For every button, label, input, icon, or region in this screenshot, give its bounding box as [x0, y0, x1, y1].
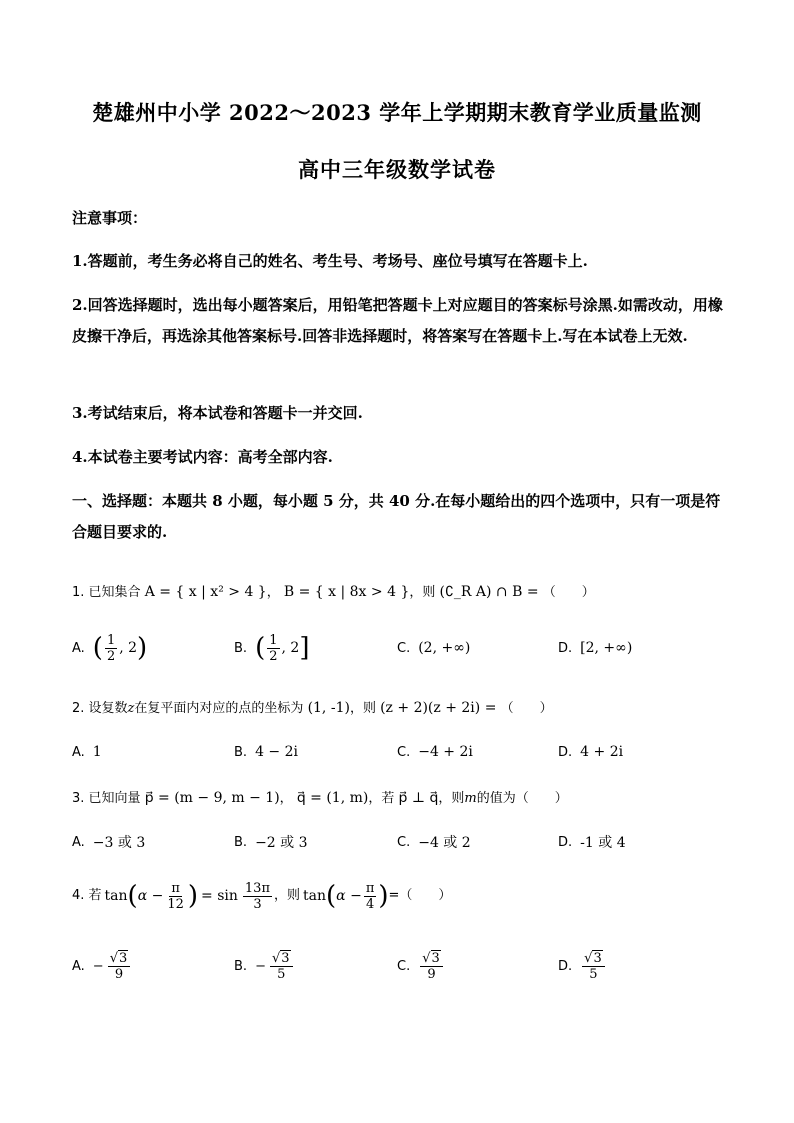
q2-option-d-label: D.	[558, 744, 573, 760]
q4-rhs-fraction	[243, 881, 272, 912]
q1-prefix: 1. 已知集合	[72, 585, 141, 600]
q4-option-b-label: B.	[234, 958, 248, 974]
q4-option-d-label: D.	[558, 958, 573, 974]
q3-a-text: −3 或 3	[92, 835, 146, 851]
q1-a-fraction	[105, 633, 117, 664]
q1-c-text: (2, +∞)	[418, 640, 471, 656]
q4-d-num: 3	[593, 951, 602, 966]
question-2	[72, 698, 732, 719]
q2-mid: 在复平面内对应的点的坐标为	[134, 701, 304, 716]
q4-lhs-fn: tan	[104, 888, 128, 904]
q1-b-close: ]	[299, 633, 310, 663]
q3-vector-q: q⃗ = (1, m)	[296, 790, 369, 806]
q4-ask: ，则	[274, 888, 301, 903]
q3-option-a-label: A.	[72, 834, 85, 850]
q3-sep: ，	[279, 791, 293, 806]
q1-b-open: (	[255, 633, 266, 663]
q1-sep: ，	[266, 585, 280, 600]
q4-q-var: α −	[336, 888, 362, 904]
q2-option-a[interactable]	[72, 732, 102, 772]
q3-vector-p: p⃗ = (m − 9, m − 1)	[144, 790, 280, 806]
q3-options	[72, 822, 732, 862]
q4-q-den: 4	[365, 896, 375, 912]
q3-b-text: −2 或 3	[255, 835, 308, 851]
q3-d-text: -1 或 4	[580, 835, 626, 851]
q4-b-sign: −	[255, 958, 266, 974]
q1-option-c[interactable]	[397, 628, 470, 668]
q1-option-d-label: D.	[558, 640, 573, 656]
q4-option-a[interactable]	[72, 946, 132, 986]
q1-option-a[interactable]	[72, 628, 147, 668]
q2-option-c-label: C.	[397, 744, 411, 760]
q2-var: z	[127, 701, 135, 716]
q4-b-num: 3	[281, 951, 290, 966]
q3-tail: 的值为（ ）	[476, 791, 568, 806]
q4-q-open-paren: (	[326, 881, 337, 911]
q2-option-d[interactable]	[558, 732, 623, 772]
section-heading-choice: 一、选择题：本题共 8 小题，每小题 5 分，共 40 分.在每小题给出的四个选项中，只有一项是符合题目要求的.	[72, 492, 721, 541]
q3-perp: p⃗ ⊥ q⃗	[398, 790, 439, 806]
q1-option-c-label: C.	[397, 640, 411, 656]
q1-b-fraction	[267, 633, 279, 664]
q1-option-b-label: B.	[234, 640, 248, 656]
q1-option-d[interactable]	[558, 628, 632, 668]
q1-a-close: )	[137, 633, 148, 663]
q4-rhs-num: 13π	[244, 880, 270, 896]
q2-option-c[interactable]	[397, 732, 473, 772]
q4-tail: =（ ）	[388, 888, 452, 903]
q4-q-close-paren: )	[378, 881, 389, 911]
q3-option-d-label: D.	[558, 834, 573, 850]
q1-set-b: B = { x | 8x > 4 }	[283, 584, 410, 600]
q2-c-text: −4 + 2i	[418, 744, 473, 760]
q1-a-open: (	[92, 633, 103, 663]
q4-lhs-fraction	[165, 881, 186, 912]
q4-option-b[interactable]	[234, 946, 295, 986]
q4-lhs-den: 12	[167, 896, 184, 912]
q4-lhs-close-paren: )	[187, 881, 199, 911]
q1-option-a-label: A.	[72, 640, 85, 656]
q4-option-c[interactable]	[397, 946, 445, 986]
q4-lhs-num: π	[171, 880, 180, 896]
q1-a-den: 2	[106, 648, 116, 664]
q3-prefix: 3. 已知向量	[72, 791, 141, 806]
q3-option-a[interactable]	[72, 822, 145, 862]
q4-eq: = sin	[201, 888, 238, 904]
q3-ask: ，则	[438, 791, 465, 806]
q1-options	[72, 628, 732, 668]
q1-b-num: 1	[269, 632, 278, 648]
q4-option-c-label: C.	[397, 958, 411, 974]
q1-a-num: 1	[106, 632, 116, 648]
q4-prefix: 4. 若	[72, 888, 102, 903]
q2-option-b-label: B.	[234, 744, 248, 760]
q1-ask: ，则	[409, 585, 436, 600]
note-item-3: 3.考试结束后，将本试卷和答题卡一并交回.	[72, 404, 363, 422]
q4-c-fraction: √ 3 9	[420, 950, 443, 982]
q3-mid: ，若	[368, 791, 395, 806]
q1-a-rest: , 2	[119, 640, 138, 656]
q4-a-den: 9	[114, 967, 124, 982]
q1-b-rest: , 2	[281, 640, 300, 656]
q2-point: (1, -1)	[307, 700, 350, 716]
q4-option-a-label: A.	[72, 958, 85, 974]
q2-d-text: 4 + 2i	[580, 744, 624, 760]
q1-option-b[interactable]	[234, 628, 309, 668]
q2-option-b[interactable]	[234, 732, 298, 772]
q4-option-d[interactable]	[558, 946, 607, 986]
q3-option-d[interactable]	[558, 822, 626, 862]
exam-subtitle: 高中三年级数学试卷	[298, 157, 496, 182]
question-4	[72, 876, 732, 916]
q4-q-fn: tan	[303, 888, 327, 904]
q4-a-sign: −	[92, 958, 104, 974]
q4-lhs-var: α −	[137, 888, 164, 904]
note-item-1: 1.答题前，考生务必将自己的姓名、考生号、考场号、座位号填写在答题卡上.	[72, 252, 588, 270]
exam-title: 楚雄州中小学 2022～2023 学年上学期期末教育学业质量监测	[92, 100, 702, 125]
q3-option-b[interactable]	[234, 822, 308, 862]
q4-a-fraction: √ 3 9	[108, 950, 131, 982]
question-1	[72, 582, 732, 603]
q1-set-a: A = { x | x² > 4 }	[144, 584, 267, 600]
q4-b-fraction: √ 3 5	[270, 950, 293, 982]
q2-prefix: 2. 设复数	[72, 701, 128, 716]
q2-a-text: 1	[92, 744, 102, 760]
q4-a-num: 3	[119, 951, 128, 966]
q3-c-text: −4 或 2	[418, 835, 471, 851]
notes-heading: 注意事项：	[72, 209, 148, 227]
note-item-4: 4.本试卷主要考试内容：高考全部内容.	[72, 448, 333, 466]
q2-options	[72, 732, 732, 772]
q1-d-text: [2, +∞)	[580, 640, 633, 656]
q4-q-fraction	[364, 881, 377, 912]
q2-expression: (z + 2)(z + 2i) =	[380, 700, 497, 716]
q2-blank: （ ）	[500, 701, 553, 716]
q4-d-den: 5	[589, 967, 598, 982]
q4-c-num: 3	[431, 951, 440, 966]
q2-ask: ，则	[349, 701, 376, 716]
q3-var: m	[464, 791, 477, 806]
q1-b-den: 2	[269, 648, 278, 664]
q4-d-fraction: √ 3 5	[582, 950, 605, 982]
q4-q-num: π	[365, 880, 375, 896]
q1-blank: （ ）	[542, 585, 595, 600]
q2-option-a-label: A.	[72, 744, 85, 760]
q1-expression: (∁_R A) ∩ B =	[439, 584, 539, 600]
q2-b-text: 4 − 2i	[255, 744, 298, 760]
q4-c-den: 9	[427, 967, 436, 982]
q4-options	[72, 946, 732, 986]
q3-option-c[interactable]	[397, 822, 471, 862]
q3-option-c-label: C.	[397, 834, 411, 850]
question-3	[72, 788, 732, 809]
q4-b-den: 5	[277, 967, 286, 982]
note-item-2: 2.回答选择题时，选出每小题答案后，用铅笔把答题卡上对应题目的答案标号涂黑.如需改动，用橡皮擦干净后，再选涂其他答案标号.回答非选择题时，将答案写在答题卡上.写在本试卷上无效.	[72, 296, 723, 345]
q3-option-b-label: B.	[234, 834, 248, 850]
q4-lhs-open-paren: (	[127, 881, 138, 911]
q4-rhs-den: 3	[253, 896, 262, 912]
